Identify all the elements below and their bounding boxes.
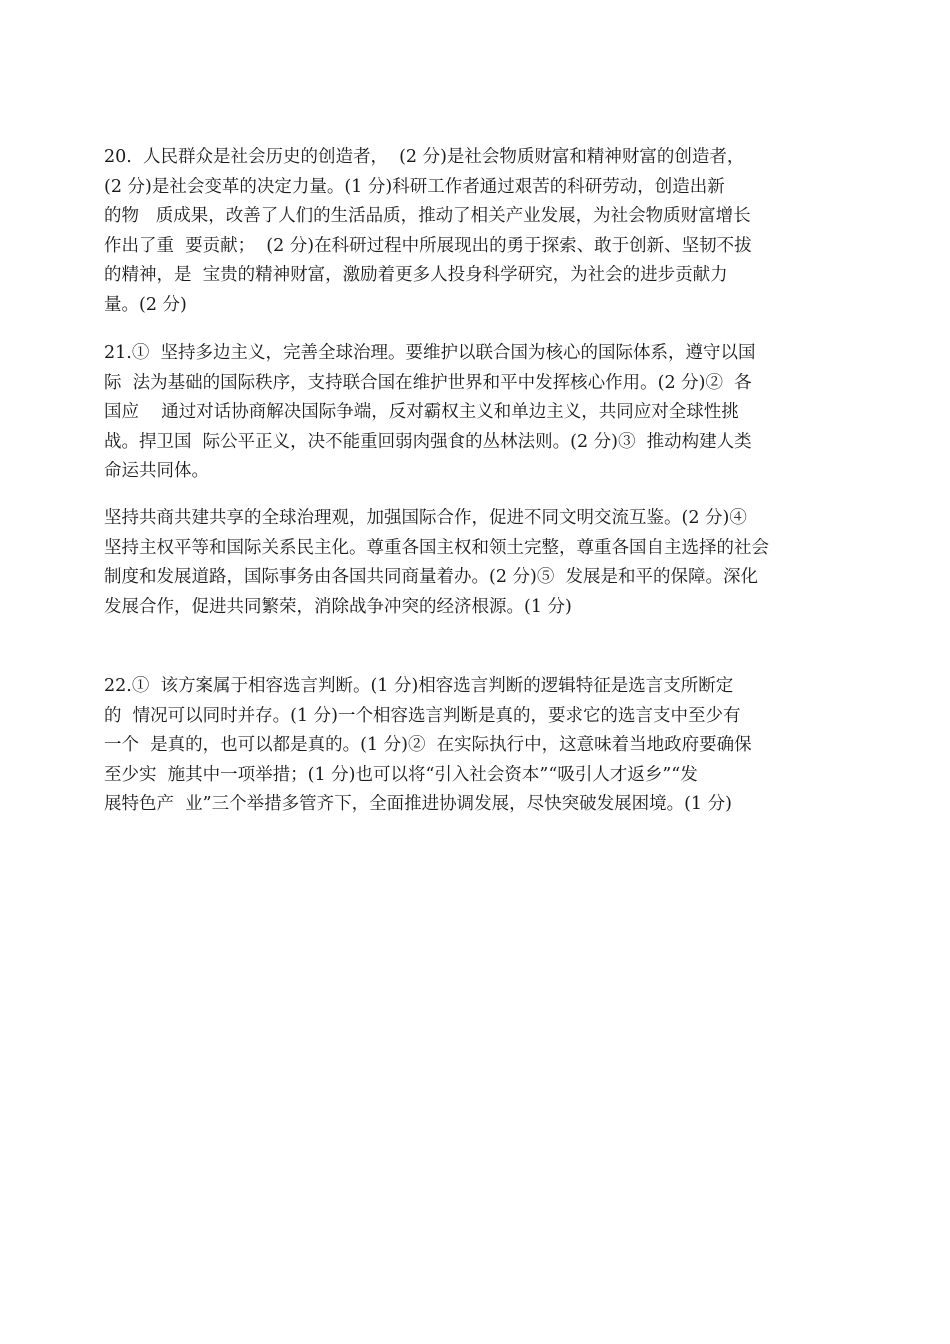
answer-20-line: 20. 人民群众是社会历史的创造者， (2 分)是社会物质财富和精神财富的创造者， (104, 147, 745, 167)
answer-20-line: 作出了重 要贡献； (2 分)在科研过程中所展现出的勇于探索、敢于创新、坚韧不拔 (104, 235, 752, 256)
answer-22-line: 至少实 施其中一项举措；(1 分)也可以将“引入社会资本”“吸引人才返乡”“发 (104, 764, 698, 785)
answer-20 (104, 143, 844, 320)
answer-22 (104, 672, 844, 820)
answer-21-line: 制度和发展道路，国际事务由各国共同商量着办。(2 分)⑤ 发展是和平的保障。深化 (104, 567, 758, 587)
answer-22-line: 的 情况可以同时并存。(1 分)一个相容选言判断是真的，要求它的选言支中至少有 (104, 705, 741, 726)
answer-20-line: (2 分)是社会变革的决定力量。(1 分)科研工作者通过艰苦的科研劳动，创造出新 (104, 176, 725, 197)
answer-22-line: 展特色产 业”三个举措多管齐下，全面推进协调发展，尽快突破发展困境。(1 分) (104, 794, 732, 814)
answer-21-line: 际 法为基础的国际秩序，支持联合国在维护世界和平中发挥核心作用。(2 分)② 各 (104, 372, 752, 393)
answer-21-line: 战。捍卫国 际公平正义，决不能重回弱肉强食的丛林法则。(2 分)③ 推动构建人类 (104, 431, 752, 452)
answer-22-line: 22.① 该方案属于相容选言判断。(1 分)相容选言判断的逻辑特征是选言支所断定 (104, 676, 734, 696)
answer-21-line: 国应 通过对话协商解决国际争端，反对霸权主义和单边主义，共同应对全球性挑 (104, 402, 739, 422)
answer-21-line: 坚持主权平等和国际关系民主化。尊重各国主权和领土完整，尊重各国自主选择的社会 (104, 537, 769, 558)
answer-20-line: 的精神，是 宝贵的精神财富，激励着更多人投身科学研究，为社会的进步贡献力 (104, 265, 728, 285)
answer-20-line: 量。(2 分) (104, 294, 187, 315)
answer-21-part-1 (104, 339, 844, 487)
answer-21-line: 发展合作，促进共同繁荣，消除战争冲突的经济根源。(1 分) (104, 596, 572, 617)
answer-22-line: 一个 是真的，也可以都是真的。(1 分)② 在实际执行中，这意味着当地政府要确保 (104, 735, 752, 755)
answer-21-part-2 (104, 504, 844, 622)
answer-20-line: 的物 质成果，改善了人们的生活品质，推动了相关产业发展，为社会物质财富增长 (104, 206, 751, 226)
answer-21-line: 21.① 坚持多边主义，完善全球治理。要维护以联合国为核心的国际体系，遵守以国 (104, 343, 756, 363)
answer-21-line: 坚持共商共建共享的全球治理观，加强国际合作，促进不同文明交流互鉴。(2 分)④ (104, 508, 747, 528)
answer-21-line: 命运共同体。 (104, 461, 209, 481)
